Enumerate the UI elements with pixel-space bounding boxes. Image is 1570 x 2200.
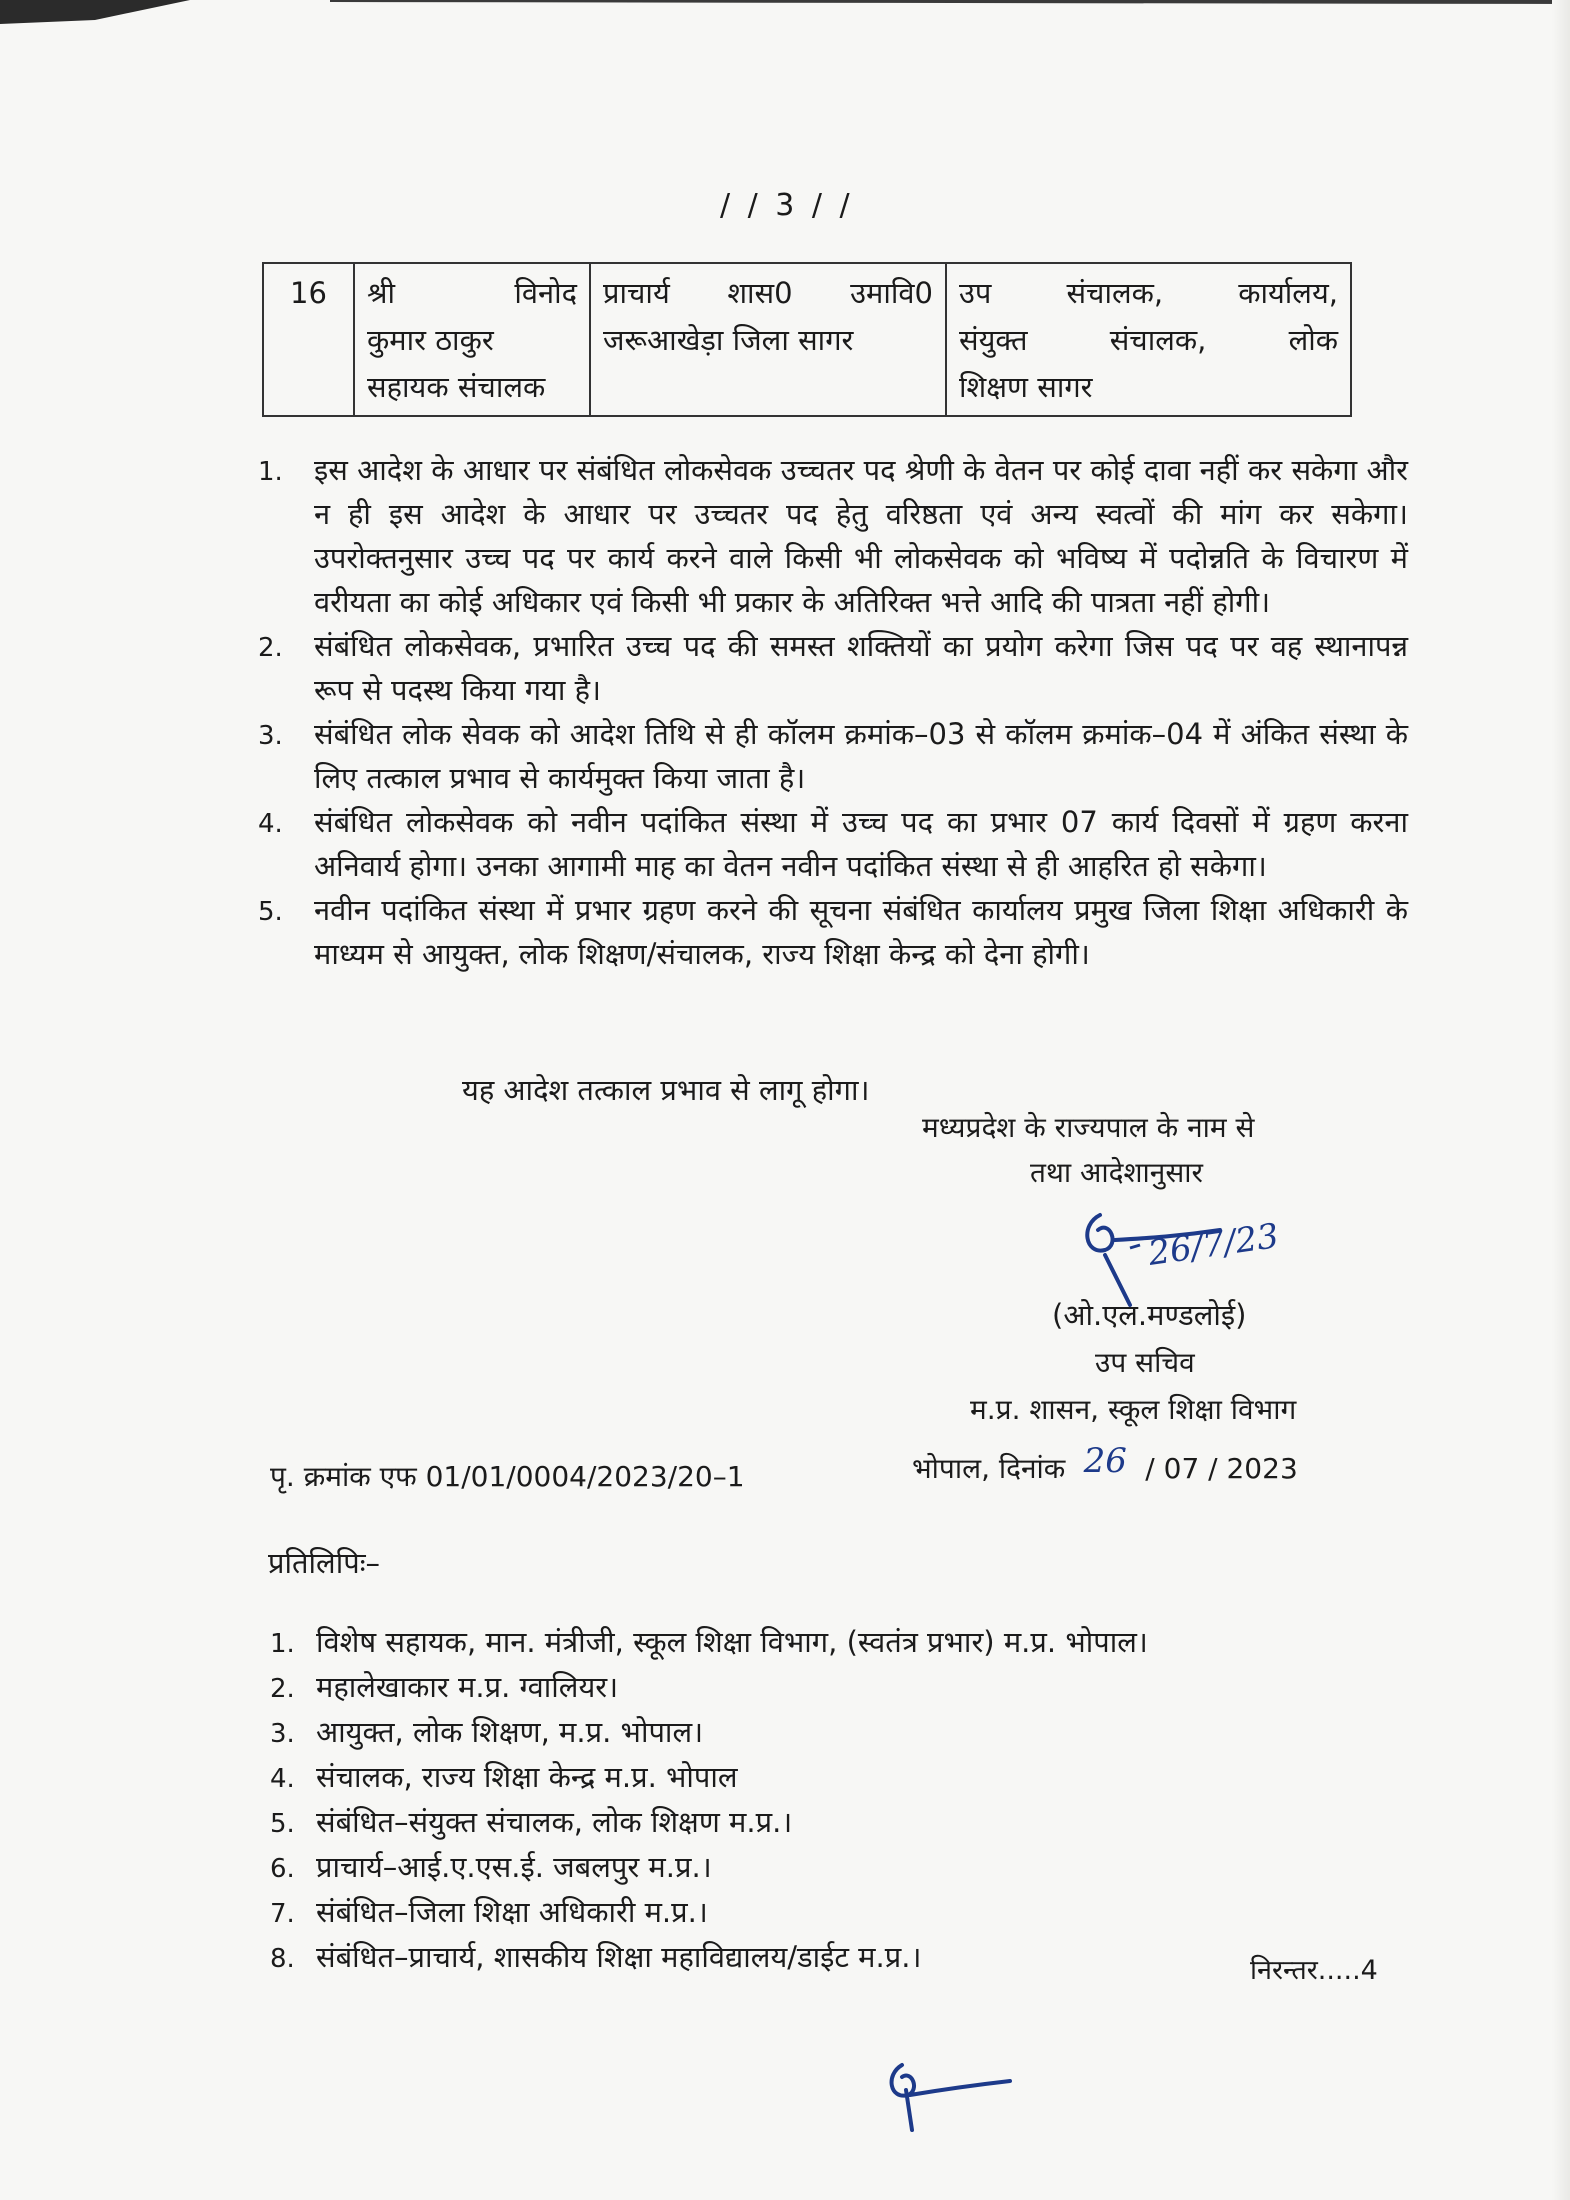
list-item: 5. नवीन पदांकित संस्था में प्रभार ग्रहण करने की सूचना संबंधित कार्यालय प्रमुख जिला शिक्षा अधिकारी के माध्यम से आयुक्त, लोक शिक्षण/संचालक, राज्य शिक्षा केन्द्र को देना होगी। (258, 893, 1408, 971)
list-item: 7. संबंधित–जिला शिक्षा अधिकारी म.प्र.। (270, 1895, 708, 1929)
copy-to-list (270, 1620, 1148, 1980)
signatory-department: म.प्र. शासन, स्कूल शिक्षा विभाग (970, 1393, 1297, 1426)
copy-heading: प्रतिलिपिः– (268, 1546, 381, 1580)
list-item: 4. संचालक, राज्य शिक्षा केन्द्र म.प्र. भोपाल (270, 1760, 738, 1794)
initials-mark (880, 2045, 1030, 2135)
handwritten-day: 26 (1083, 1441, 1127, 1481)
order-line-1: मध्यप्रदेश के राज्यपाल के नाम से (922, 1111, 1255, 1144)
list-item: 5. संबंधित–संयुक्त संचालक, लोक शिक्षण म.प्र.। (270, 1805, 793, 1839)
effective-statement: यह आदेश तत्काल प्रभाव से लागू होगा। (462, 1073, 870, 1107)
order-line-2: तथा आदेशानुसार (1030, 1156, 1203, 1189)
page-edge (1552, 0, 1570, 2200)
allocation-table (262, 262, 1352, 417)
serial-cell: 16 (263, 263, 354, 416)
list-item: 2. संबंधित लोकसेवक, प्रभारित उच्च पद की समस्त शक्तियों का प्रयोग करेगा जिस पद पर वह स्थानापन्न रूप से पदस्थ किया गया है। (258, 629, 1408, 707)
signatory-designation: उप सचिव (1095, 1346, 1195, 1379)
name-cell: श्री विनोद कुमार ठाकुर सहायक संचालक (354, 263, 590, 416)
scan-edge-shadow (0, 0, 1570, 40)
list-item: 8. संबंधित–प्राचार्य, शासकीय शिक्षा महाविद्यालय/डाईट म.प्र.। (270, 1940, 922, 1974)
table-row (263, 263, 1351, 416)
signatory-name: (ओ.एल.मण्डलोई) (1052, 1298, 1247, 1332)
reference-place-date: भोपाल, दिनांक 26 / 07 / 2023 (912, 1441, 1298, 1485)
list-item: 3. आयुक्त, लोक शिक्षण, म.प्र. भोपाल। (270, 1715, 704, 1749)
continued-note: निरन्तर.....4 (1250, 1955, 1378, 1986)
reference-number: पृ. क्रमांक एफ 01/01/0004/2023/20–1 (270, 1460, 745, 1493)
list-item: 3. संबंधित लोक सेवक को आदेश तिथि से ही कॉलम क्रमांक–03 से कॉलम क्रमांक–04 में अंकित संस्था के लिए तत्काल प्रभाव से कार्यमुक्त किया जाता है। (258, 717, 1408, 795)
list-item: 6. प्राचार्य–आई.ए.एस.ई. जबलपुर म.प्र.। (270, 1850, 712, 1884)
list-item: 1. इस आदेश के आधार पर संबंधित लोकसेवक उच्चतर पद श्रेणी के वेतन पर कोई दावा नहीं कर सकेगा और न ही इस आदेश के आधार पर उच्चतर पद हेतु वरिष्ठता एवं अन्य स्वत्वों की मांग कर सकेगा। उपरोक्तनुसार उच्च पद पर कार्य करने वाले किसी भी लोकसेवक को भविष्य में पदोन्नति के विचारण में वरीयता का कोई अधिकार एवं किसी भी प्रकार के अतिरिक्त भत्ते आदि की पात्रता नहीं होगी। (258, 453, 1408, 619)
signature-date: 26/7/23 (1145, 1216, 1282, 1274)
new-post-cell: उप संचालक, कार्यालय, संयुक्त संचालक, लोक शिक्षण सागर (946, 263, 1351, 416)
page-number: / / 3 / / (720, 188, 854, 223)
current-post-cell: प्राचार्य शास0 उमावि0 जरूआखेड़ा जिला सागर (590, 263, 946, 416)
conditions-list (258, 448, 1408, 976)
list-item: 2. महालेखाकार म.प्र. ग्वालियर। (270, 1670, 619, 1704)
list-item: 4. संबंधित लोकसेवक को नवीन पदांकित संस्था में उच्च पद का प्रभार 07 कार्य दिवसों में ग्रहण करना अनिवार्य होगा। उनका आगामी माह का वेतन नवीन पदांकित संस्था से ही आहरित हो सकेगा। (258, 805, 1408, 883)
list-item: 1. विशेष सहायक, मान. मंत्रीजी, स्कूल शिक्षा विभाग, (स्वतंत्र प्रभार) म.प्र. भोपाल। (270, 1625, 1148, 1659)
